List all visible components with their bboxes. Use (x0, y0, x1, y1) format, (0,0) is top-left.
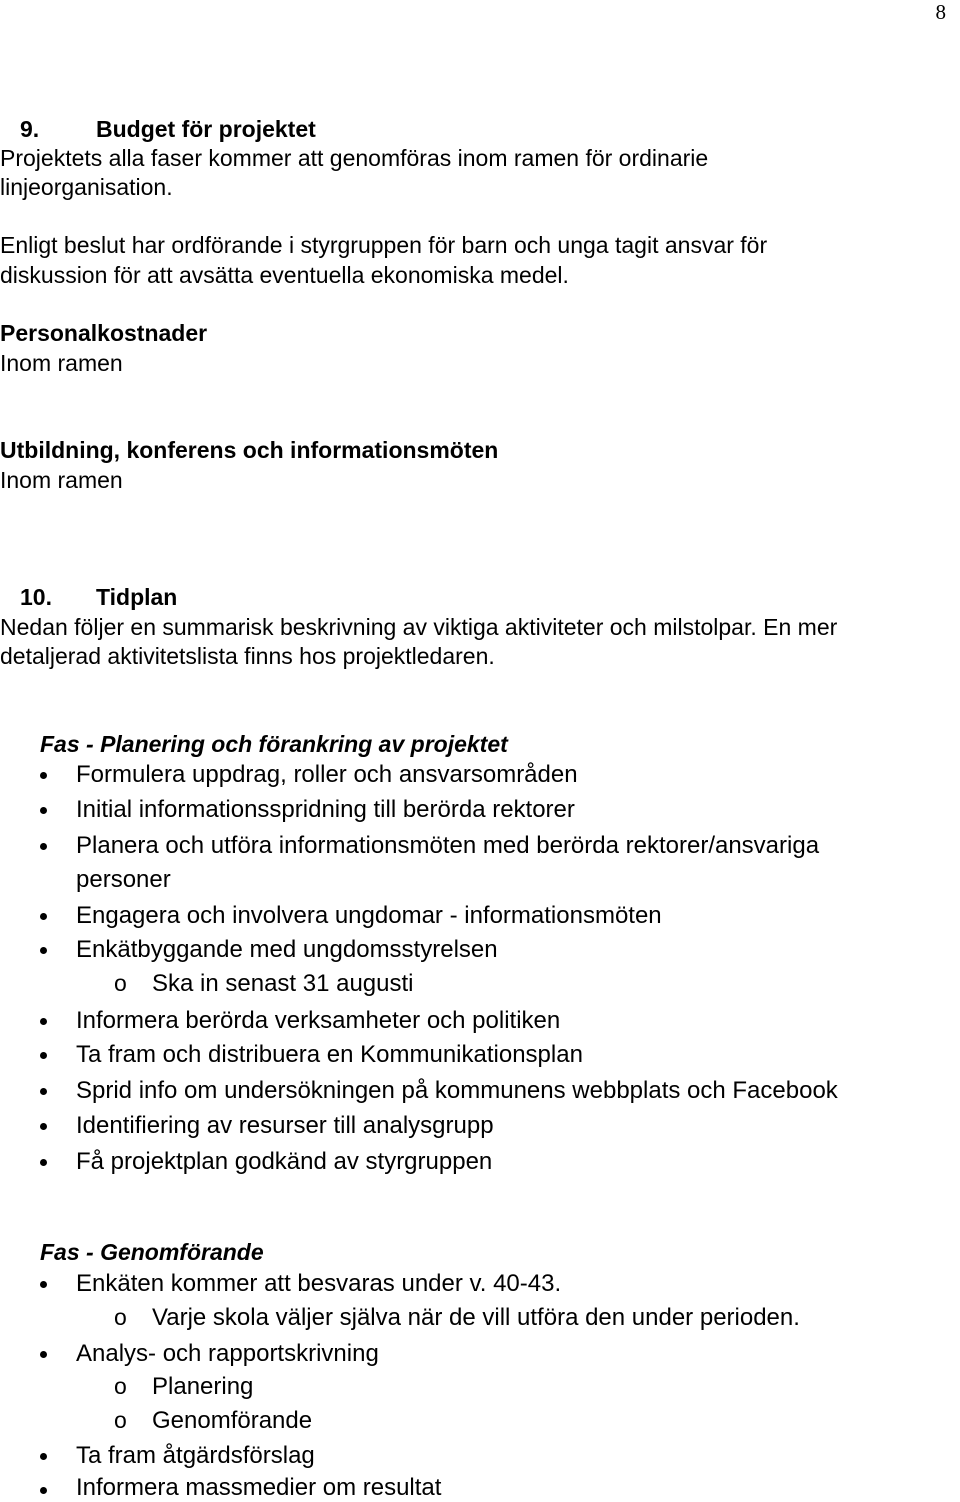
list-item: Få projektplan godkänd av styrgruppen (76, 1148, 493, 1175)
page-number: 8 (935, 0, 946, 24)
bullet-icon (40, 1351, 47, 1358)
sub-list-item: Ska in senast 31 augusti (152, 970, 414, 997)
sub-bullet-marker: o (114, 1304, 127, 1330)
phase-execution-heading: Fas - Genomförande (40, 1239, 264, 1265)
list-item: Analys- och rapportskrivning (76, 1340, 379, 1367)
section-9-para1-line1: Projektets alla faser kommer att genomföras inom ramen för ordinarie (0, 145, 709, 171)
section-10-title: Tidplan (96, 584, 178, 610)
section-10-intro-line2: detaljerad aktivitetslista finns hos projektledaren. (0, 643, 495, 669)
sub-bullet-marker: o (114, 1373, 127, 1399)
list-item: Informera massmedier om resultat (76, 1474, 442, 1501)
list-item: Engagera och involvera ungdomar - informationsmöten (76, 902, 662, 929)
bullet-icon (40, 1159, 47, 1166)
section-9-para2-line1: Enligt beslut har ordförande i styrgruppen för barn och unga tagit ansvar för (0, 232, 768, 258)
list-item: Ta fram åtgärdsförslag (76, 1442, 315, 1469)
list-item: Planera och utföra informationsmöten med berörda rektorer/ansvariga (76, 832, 820, 859)
list-item: Ta fram och distribuera en Kommunikationsplan (76, 1041, 583, 1068)
list-item: Sprid info om undersökningen på kommunens webbplats och Facebook (76, 1077, 838, 1104)
personalkostnader-text: Inom ramen (0, 350, 123, 376)
section-9-para1-line2: linjeorganisation. (0, 174, 173, 200)
section-9-title: Budget för projektet (96, 116, 316, 142)
bullet-icon (40, 807, 47, 814)
bullet-icon (40, 1018, 47, 1025)
section-10-intro-line1: Nedan följer en summarisk beskrivning av viktiga aktiviteter och milstolpar. En mer (0, 614, 838, 640)
utbildning-text: Inom ramen (0, 467, 123, 493)
bullet-icon (40, 1088, 47, 1095)
list-item: Enkätbyggande med ungdomsstyrelsen (76, 936, 498, 963)
bullet-icon (40, 1052, 47, 1059)
personalkostnader-heading: Personalkostnader (0, 320, 208, 346)
sub-bullet-marker: o (114, 970, 127, 996)
phase-planning-heading: Fas - Planering och förankring av projektet (40, 731, 508, 757)
section-9-number: 9. (20, 116, 40, 142)
sub-list-item: Varje skola väljer själva när de vill utföra den under perioden. (152, 1304, 800, 1331)
list-item: Formulera uppdrag, roller och ansvarsområden (76, 761, 578, 788)
sub-bullet-marker: o (114, 1407, 127, 1433)
list-item: Identifiering av resurser till analysgrupp (76, 1112, 494, 1139)
list-item: Enkäten kommer att besvaras under v. 40-43. (76, 1270, 562, 1297)
bullet-icon (40, 1453, 47, 1460)
list-item: Informera berörda verksamheter och politiken (76, 1007, 561, 1034)
bullet-icon (40, 772, 47, 779)
section-9-para2-line2: diskussion för att avsätta eventuella ekonomiska medel. (0, 262, 569, 288)
list-item: Initial informationsspridning till berörda rektorer (76, 796, 575, 823)
bullet-icon (40, 1281, 47, 1288)
utbildning-heading: Utbildning, konferens och informationsmöten (0, 437, 499, 463)
bullet-icon (40, 1487, 47, 1494)
bullet-icon (40, 843, 47, 850)
bullet-icon (40, 1123, 47, 1130)
section-10-number: 10. (20, 584, 52, 610)
sub-list-item: Planering (152, 1373, 254, 1400)
list-item-continuation: personer (76, 866, 171, 893)
sub-list-item: Genomförande (152, 1407, 313, 1434)
bullet-icon (40, 947, 47, 954)
bullet-icon (40, 913, 47, 920)
